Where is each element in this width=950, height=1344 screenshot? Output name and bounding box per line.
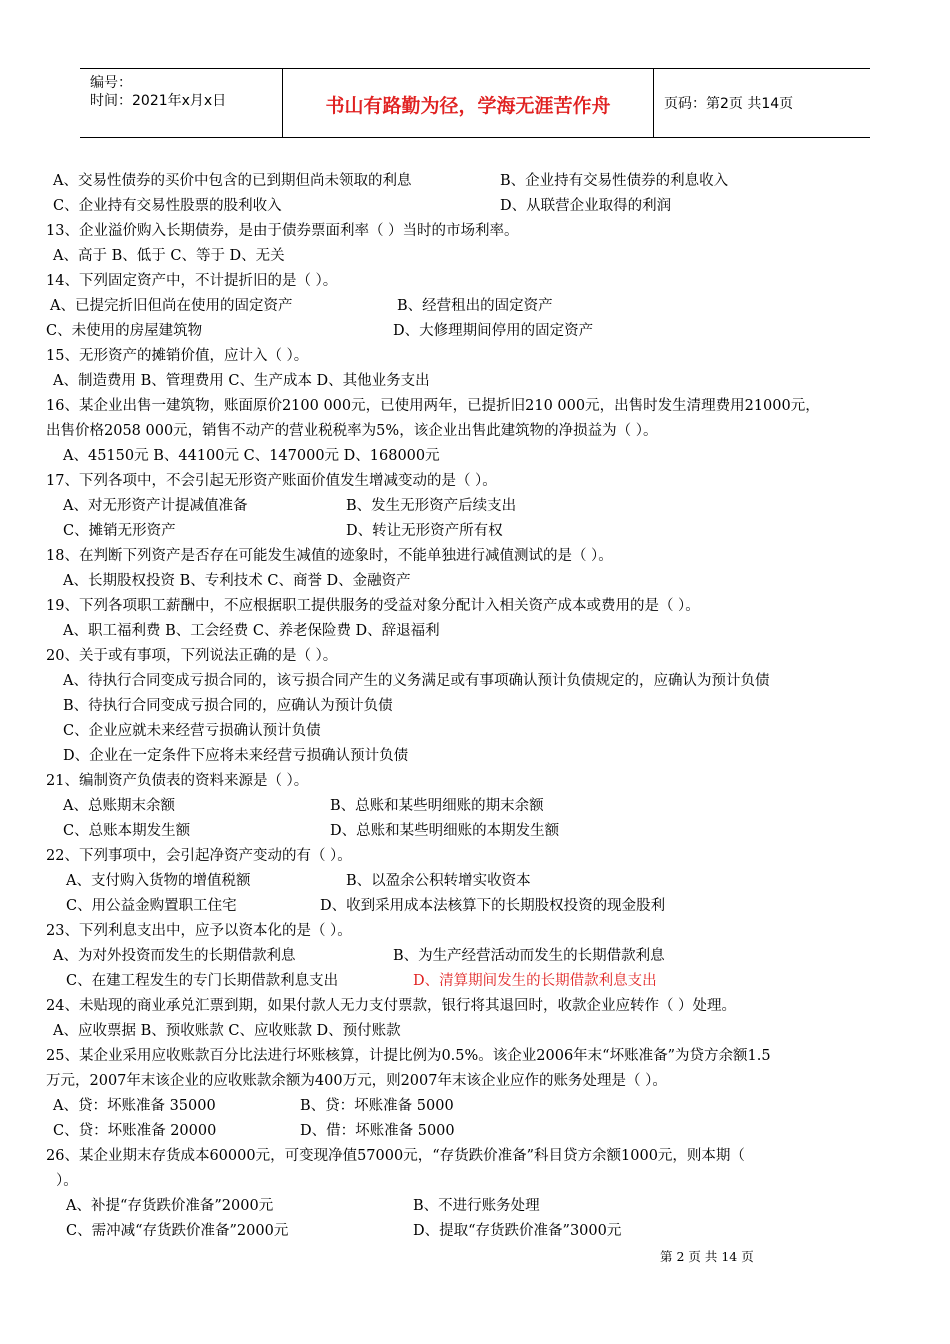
text-line: A、对无形资产计提减值准备 (63, 498, 248, 514)
text-line: D、企业在一定条件下应将未来经营亏损确认预计负债 (63, 748, 409, 764)
text-line: B、发生无形资产后续支出 (346, 498, 517, 514)
header-page-info: 页码：第2页 共14页 (664, 96, 794, 112)
text-line: D、清算期间发生的长期借款利息支出 (413, 973, 657, 989)
text-line: B、为生产经营活动而发生的长期借款利息 (393, 948, 665, 964)
text-line: 16、某企业出售一建筑物，账面原价2100 000元，已使用两年，已提折旧210 000元，出售时发生清理费用21000元， (46, 398, 820, 414)
text-line: 18、在判断下列资产是否存在可能发生减值的迹象时，不能单独进行减值测试的是（ ）。 (46, 548, 613, 564)
text-line: C、贷：坏账准备 20000 (53, 1123, 217, 1139)
text-line: B、以盈余公积转增实收资本 (346, 873, 531, 889)
text-line: A、为对外投资而发生的长期借款利息 (53, 948, 296, 964)
text-line: D、大修理期间停用的固定资产 (393, 323, 594, 339)
text-line: D、总账和某些明细账的本期发生额 (330, 823, 560, 839)
text-line: C、在建工程发生的专门长期借款利息支出 (66, 973, 339, 989)
text-line: 25、某企业采用应收账款百分比法进行坏账核算，计提比例为0.5%。该企业2006年末“坏账准备”为贷方余额1.5 (46, 1048, 771, 1064)
text-line: 23、下列利息支出中，应予以资本化的是（ ）。 (46, 923, 352, 939)
header-info-cell (80, 69, 283, 137)
text-line: D、收到采用成本法核算下的长期股权投资的现金股利 (320, 898, 666, 914)
text-line: 17、下列各项中，不会引起无形资产账面价值发生增减变动的是（ ）。 (46, 473, 497, 489)
text-line: 22、下列事项中，会引起净资产变动的有（ ）。 (46, 848, 352, 864)
text-line: B、待执行合同变成亏损合同的，应确认为预计负债 (63, 698, 393, 714)
document-number-label: 编号： (90, 75, 132, 91)
page-header (80, 68, 870, 138)
text-line: A、职工福利费 B、工会经费 C、养老保险费 D、辞退福利 (63, 623, 440, 639)
text-line: B、企业持有交易性债券的利息收入 (500, 173, 729, 189)
text-line: A、交易性债券的买价中包含的已到期但尚未领取的利息 (53, 173, 412, 189)
text-line: A、应收票据 B、预收账款 C、应收账款 D、预付账款 (53, 1023, 401, 1039)
text-line: ）。 (56, 1173, 78, 1189)
text-line: C、企业持有交易性股票的股利收入 (53, 198, 282, 214)
text-line: 21、编制资产负债表的资料来源是（ ）。 (46, 773, 309, 789)
text-line: B、总账和某些明细账的期末余额 (330, 798, 544, 814)
text-line: B、贷：坏账准备 5000 (300, 1098, 454, 1114)
text-line: D、从联营企业取得的利润 (500, 198, 672, 214)
text-line: A、贷：坏账准备 35000 (53, 1098, 216, 1114)
text-line: D、提取“存货跌价准备”3000元 (413, 1223, 622, 1239)
text-line: C、需冲减“存货跌价准备”2000元 (66, 1223, 289, 1239)
text-line: A、补提“存货跌价准备”2000元 (66, 1198, 274, 1214)
text-line: 万元，2007年末该企业的应收账款余额为400万元，则2007年末该企业应作的账务处理是（ ）。 (46, 1073, 667, 1089)
text-line: C、未使用的房屋建筑物 (46, 323, 203, 339)
text-line: A、制造费用 B、管理费用 C、生产成本 D、其他业务支出 (53, 373, 430, 389)
text-line: 26、某企业期末存货成本60000元，可变现净值57000元，“存货跌价准备”科目贷方余额1000元，则本期（ (46, 1148, 745, 1164)
text-line: 24、未贴现的商业承兑汇票到期，如果付款人无力支付票款，银行将其退回时，收款企业应转作（ ）处理。 (46, 998, 737, 1014)
text-line: 15、无形资产的摊销价值，应计入（ ）。 (46, 348, 309, 364)
text-line: 出售价格2058 000元，销售不动产的营业税税率为5%，该企业出售此建筑物的净损益为（ ）。 (46, 423, 658, 439)
text-line: A、总账期末余额 (63, 798, 175, 814)
header-page-cell (654, 69, 870, 137)
text-line: A、待执行合同变成亏损合同的，该亏损合同产生的义务满足或有事项确认预计负债规定的，应确认为预计负债 (63, 673, 770, 689)
text-line: B、不进行账务处理 (413, 1198, 540, 1214)
header-motto-cell (283, 69, 654, 137)
text-line: 14、下列固定资产中，不计提折旧的是（ ）。 (46, 273, 338, 289)
text-line: C、总账本期发生额 (63, 823, 191, 839)
text-line: C、企业应就未来经营亏损确认预计负债 (63, 723, 321, 739)
text-line: A、45150元 B、44100元 C、147000元 D、168000元 (63, 448, 440, 464)
text-line: A、已提完折旧但尚在使用的固定资产 (50, 298, 293, 314)
text-line: C、用公益金购置职工住宅 (66, 898, 237, 914)
document-time-label: 时间：2021年x月x日 (90, 93, 227, 109)
text-line: 20、关于或有事项，下列说法正确的是（ ）。 (46, 648, 338, 664)
text-line: A、高于 B、低于 C、等于 D、无关 (53, 248, 285, 264)
text-line: A、支付购入货物的增值税额 (66, 873, 251, 889)
text-line: A、长期股权投资 B、专利技术 C、商誉 D、金融资产 (63, 573, 411, 589)
text-line: C、摊销无形资产 (63, 523, 176, 539)
text-line: 13、企业溢价购入长期债券，是由于债券票面利率（ ）当时的市场利率。 (46, 223, 519, 239)
text-line: D、转让无形资产所有权 (346, 523, 503, 539)
page-footer: 第 2 页 共 14 页 (660, 1249, 754, 1264)
header-motto: 书山有路勤为径，学海无涯苦作舟 (325, 95, 611, 117)
text-line: D、借：坏账准备 5000 (300, 1123, 455, 1139)
text-line: 19、下列各项职工薪酬中，不应根据职工提供服务的受益对象分配计入相关资产成本或费用的是（ ）。 (46, 598, 700, 614)
text-line: B、经营租出的固定资产 (397, 298, 553, 314)
